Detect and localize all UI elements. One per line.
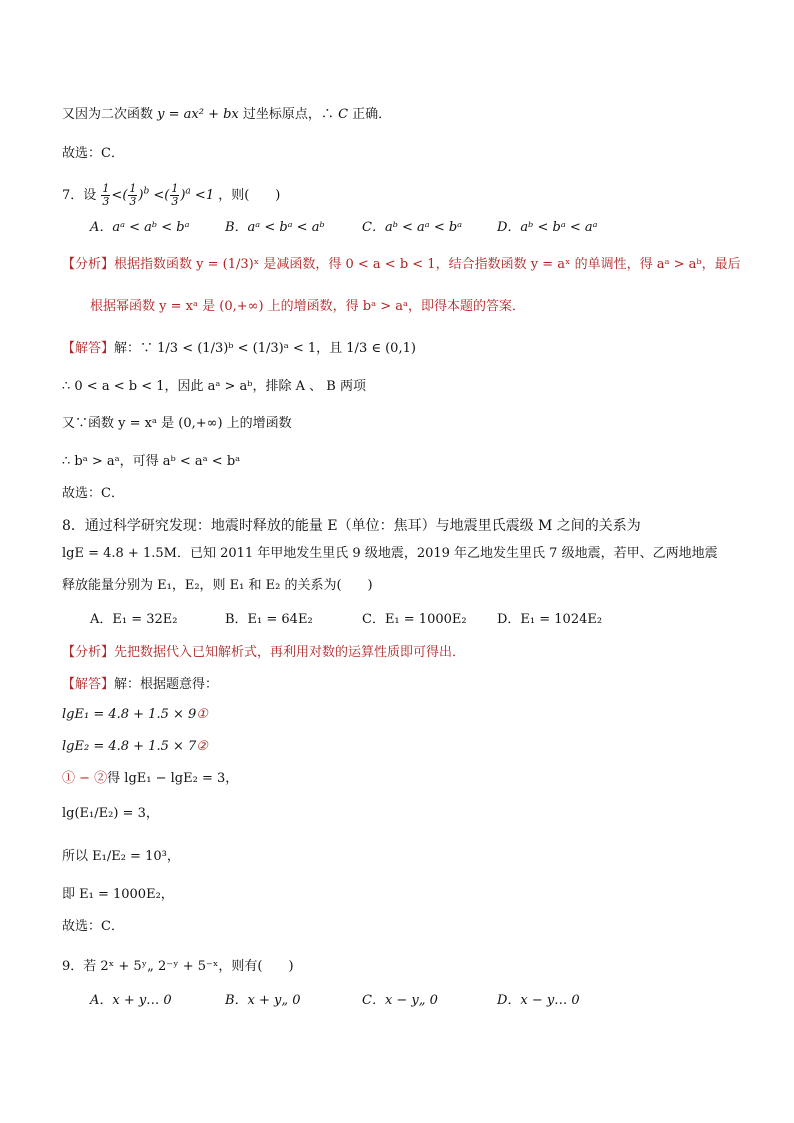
q8-option-a: A．E₁ = 32E₂ (90, 612, 178, 627)
q8-stem-line-3: 释放能量分别为 E₁，E₂，则 E₁ 和 E₂ 的关系为( ) (62, 578, 373, 593)
q8-option-d: D．E₁ = 1024E₂ (497, 612, 603, 627)
q7-option-c: C．aᵇ < aᵃ < bᵃ (362, 220, 463, 235)
choose-line-prev: 故选：C． (62, 146, 124, 161)
math-expression: y = ax² + bx (157, 107, 239, 122)
q8-option-c: C．E₁ = 1000E₂ (362, 612, 467, 627)
text-segment: 又因为二次函数 (62, 107, 154, 122)
q8-solution-line-2 (62, 706, 208, 724)
q8-solution-line-7: 即 E₁ = 1000E₂， (62, 887, 174, 902)
q7-analysis-line-2: 根据幂函数 y = xᵃ 是 (0,+∞) 上的增函数，得 bᵃ > aᵃ，即得本题的答案． (90, 299, 526, 314)
q7-analysis-line-1 (62, 256, 741, 274)
q7-stem-prefix: 7．设 (62, 188, 97, 203)
fraction: $\frac{1}{3}$ (102, 182, 110, 208)
fraction: $\frac{1}{3}$ (171, 182, 179, 208)
q9-option-d: D．x − y… 0 (497, 993, 580, 1008)
circled-mark-1: ① (196, 707, 208, 722)
q7-option-d: D．aᵇ < bᵃ < aᵃ (497, 220, 598, 235)
q8-stem-line-2: lgE = 4.8 + 1.5M．已知 2011 年甲地发生里氏 9 级地震，2019 年乙地发生里氏 7 级地震，若甲、乙两地地震 (62, 546, 718, 561)
q9-option-c: C．x − y„ 0 (362, 993, 438, 1008)
q7-inequality: $\frac{1}{3}$ <( $\frac{1}{3}$ )$^b$ <( $\frac{1}{3}$ )$^a$ <1 (102, 182, 219, 208)
fraction: $\frac{1}{3}$ (129, 182, 137, 208)
analysis-text: 先把数据代入已知解析式，再利用对数的运算性质即可得出． (114, 645, 466, 660)
text-segment: 正确． (352, 107, 392, 122)
q8-stem-line-1: 8．通过科学研究发现：地震时释放的能量 E（单位：焦耳）与地震里氏震级 M 之间的关系为 (62, 518, 641, 534)
q7-option-b: B．aᵃ < bᵃ < aᵇ (225, 220, 325, 235)
q8-solution-line-5: lg(E₁/E₂) = 3， (62, 806, 159, 821)
q7-stem (62, 183, 280, 208)
q7-solution-line-4: ∴ bᵃ > aᵃ，可得 aᵇ < aᵃ < bᵃ (62, 454, 241, 469)
circled-mark-2: ② (196, 739, 208, 754)
solution-text: 解：∵ 1/3 < (1/3)ᵇ < (1/3)ᵃ < 1，且 1/3 ∈ (0,1) (114, 341, 416, 356)
q8-solution-line-3 (62, 738, 208, 756)
q8-solution-line-1 (62, 676, 218, 694)
text-segment: 过坐标原点，∴ (242, 107, 334, 122)
analysis-tag: 【分析】 (62, 257, 115, 272)
solution-tag: 【解答】 (62, 341, 115, 356)
q7-solution-line-1 (62, 340, 416, 358)
q7-choose-line: 故选：C． (62, 486, 124, 501)
text-line-quadratic-origin (62, 106, 391, 124)
q8-choose-line: 故选：C． (62, 919, 124, 934)
q8-solution-line-6: 所以 E₁/E₂ = 10³， (62, 849, 180, 864)
q8-option-b: B．E₁ = 64E₂ (225, 612, 313, 627)
q7-solution-line-2: ∴ 0 < a < b < 1，因此 aᵃ > aᵇ，排除 A 、 B 两项 (62, 379, 366, 394)
equation: 得 lgE₁ − lgE₂ = 3， (107, 771, 239, 786)
solution-text: 解：根据题意得： (114, 677, 219, 692)
equation: lgE₂ = 4.8 + 1.5 × 7 (62, 739, 197, 754)
q9-option-b: B．x + y„ 0 (225, 993, 301, 1008)
q9-stem: 9．若 2ˣ + 5ʸ„ 2⁻ʸ + 5⁻ˣ，则有( ) (62, 959, 294, 974)
q8-solution-line-4 (62, 770, 238, 788)
q8-analysis-line (62, 644, 465, 662)
solution-tag: 【解答】 (62, 677, 115, 692)
q7-stem-suffix: ，则( ) (218, 188, 281, 203)
analysis-tag: 【分析】 (62, 645, 115, 660)
analysis-text: 根据指数函数 y = (1/3)ˣ 是减函数，得 0 < a < b < 1，结合指数函数 y = aˣ 的单调性，得 aᵃ > aᵇ，最后 (114, 257, 741, 272)
q7-option-a: A．aᵃ < aᵇ < bᵃ (90, 220, 190, 235)
circled-marks-diff: ① − ② (62, 771, 108, 786)
equation: lgE₁ = 4.8 + 1.5 × 9 (62, 707, 197, 722)
q7-solution-line-3: 又∵函数 y = xᵃ 是 (0,+∞) 上的增函数 (62, 416, 292, 431)
answer-letter: C (338, 107, 349, 122)
q9-option-a: A．x + y… 0 (90, 993, 172, 1008)
